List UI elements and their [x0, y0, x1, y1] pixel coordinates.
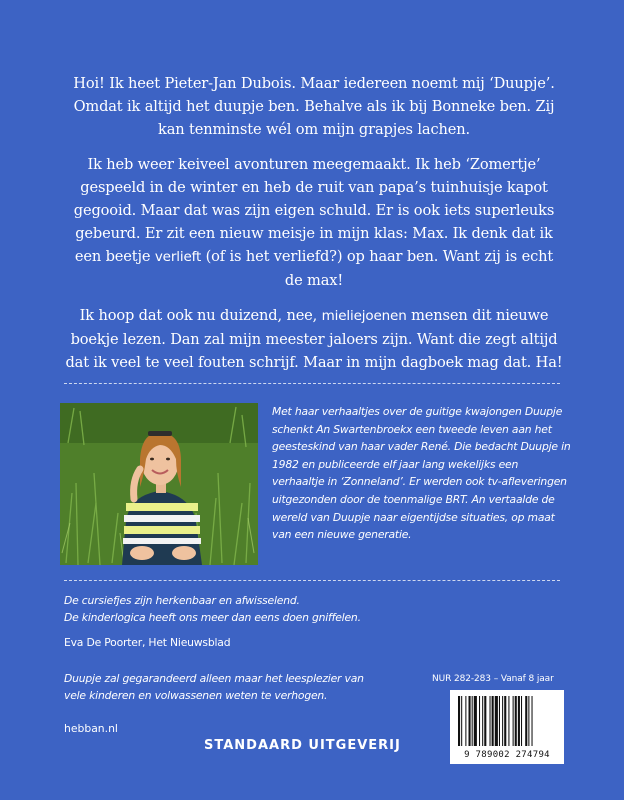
nur-age-label: NUR 282-283 – Vanaf 8 jaar	[432, 674, 554, 684]
quote-2-line-1: Duupje zal gegarandeerd alleen maar het leesplezier van	[64, 672, 364, 685]
website-link[interactable]: hebban.nl	[64, 722, 118, 735]
isbn-number: 9 789002 274794	[464, 750, 550, 760]
handwritten-word-verlieft: verlieft	[154, 249, 202, 265]
back-cover-blurb	[64, 72, 564, 386]
publisher-logo: STANDAARD UITGEVERIJ	[204, 738, 401, 753]
barcode-bars	[456, 696, 558, 746]
blurb-paragraph-2: Ik heb weer keiveel avonturen meegemaakt. Ik heb ‘Zomertje’ gespeeld in de winter en heb de ruit van papa’s tuinhuisje kapot gegooid. Maar dat was zijn eigen schuld. Er is ook iets superleuks gebeurd. Er zit een nieuw meisje in mijn klas: Max. Ik denk dat ik een beetje verlieft (of is het verliefd?) op haar ben. Want zij is echt de max!	[73, 156, 555, 289]
blurb-paragraph-3: Ik hoop dat ook nu duizend, nee, mieliejoenen mensen dit nieuwe boekje lezen. Dan zal mijn meester jaloers zijn. Want die zegt altijd dat ik veel te veel fouten schrijf. Maar in mijn dagboek mag dat. Ha!	[65, 307, 563, 371]
author-bio: Met haar verhaaltjes over de guitige kwajongen Duupje schenkt An Swartenbroekx een tweede leven aan het geesteskind van haar vader René. Die bedacht Duupje in 1982 en publiceerde elf jaar lang wekelijks een verhaaltje in ‘Zonneland’. Er werden ook tv-afleveringen uitgezonden door de toenmalige BRT. An vertaalde de wereld van Duupje naar eigentijdse situaties, op maat van een nieuwe generatie.	[272, 405, 571, 542]
quote-1-source: Eva De Poorter, Het Nieuwsblad	[64, 636, 231, 649]
author-photo	[60, 403, 258, 565]
blurb-paragraph-1: Hoi! Ik heet Pieter-Jan Dubois. Maar iedereen noemt mij ‘Duupje’. Omdat ik altijd het duupje ben. Behalve als ik bij Bonneke ben. Zij kan tenminste wél om mijn grapjes lachen.	[73, 75, 555, 138]
handwritten-word-mieliejoenen: mieliejoenen	[321, 308, 407, 324]
quote-1-line-2: De kinderlogica heeft ons meer dan eens doen gniffelen.	[64, 611, 361, 624]
isbn-barcode	[450, 690, 564, 764]
quote-1-line-1: De cursiefjes zijn herkenbaar en afwisselend.	[64, 594, 300, 607]
review-quote-2	[64, 670, 464, 704]
dashed-divider-bottom	[64, 580, 560, 581]
quote-2-line-2: vele kinderen en volwassenen weten te verhogen.	[64, 689, 328, 702]
dashed-divider-top	[64, 383, 560, 384]
review-quote-1	[64, 592, 464, 651]
